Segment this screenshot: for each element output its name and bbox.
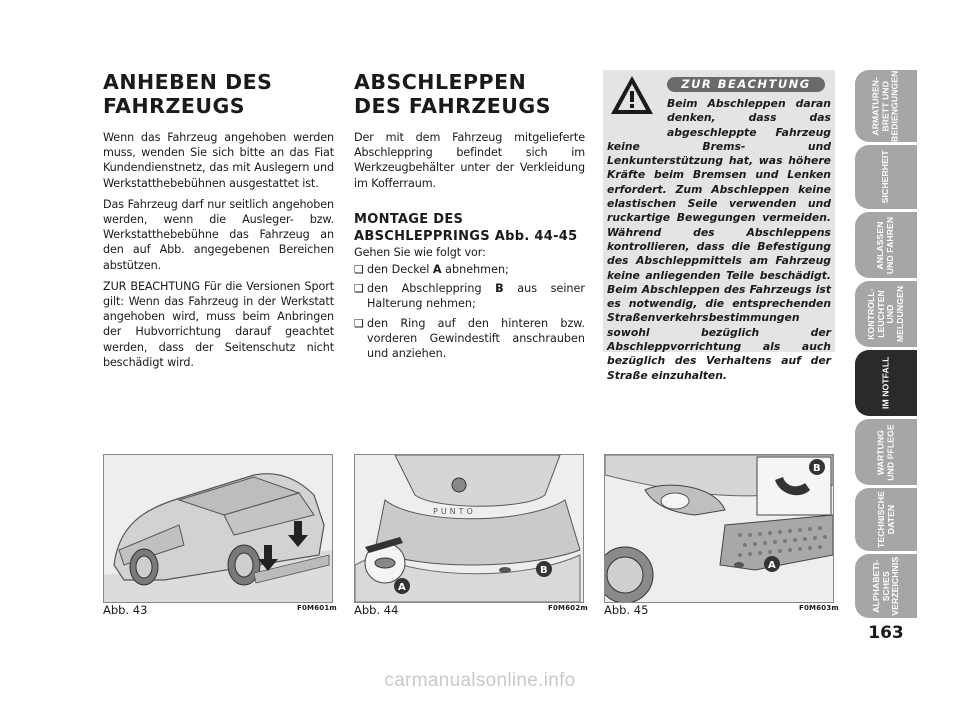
warning-label: ZUR BEACHTUNG xyxy=(667,77,825,92)
warning-box xyxy=(603,70,835,382)
towing-section xyxy=(354,70,585,365)
list-item-text: den Deckel xyxy=(367,263,433,277)
list-item-text: abnehmen; xyxy=(441,263,509,277)
list-item-text: den Ring auf den hinteren bzw. vorderen Gewindestift anschrauben und anziehen. xyxy=(367,316,585,361)
subtitle-line2: ABSCHLEPPRINGS Abb. 44-45 xyxy=(354,228,578,244)
tab-label: IM NOTFALL xyxy=(880,356,891,410)
tab-label: ALPHABETI- SCHES VERZEICHNIS xyxy=(870,556,900,616)
lifting-title-line2: FAHRZEUGS xyxy=(103,94,246,118)
checkbox-bullet-icon: ❑ xyxy=(354,263,364,277)
list-item xyxy=(354,262,585,277)
list-item-label: B xyxy=(495,282,504,296)
tab-label: WARTUNG UND PFLEGE xyxy=(875,423,895,481)
warning-text xyxy=(607,97,831,383)
tab-technische-daten[interactable] xyxy=(855,488,917,551)
figure-45-caption: Abb. 45 xyxy=(604,603,649,617)
lifting-paragraph-2: Das Fahrzeug darf nur seitlich angehoben werden, wenn die Ausleger- bzw. Werkstatthebebühne das Fahrzeug an den auf Abb. angegebenen Bereichen abstützen. xyxy=(103,197,334,272)
tab-anlassen[interactable] xyxy=(855,212,917,278)
figure-43-code: F0M601m xyxy=(297,604,337,612)
front-tow-hook-illustration xyxy=(605,455,833,602)
tab-label: ARMATUREN- BRETT UND BEDIENGUNGEN xyxy=(870,70,900,142)
figure-43-image xyxy=(103,454,333,603)
towing-ring-subtitle xyxy=(354,211,585,245)
tab-sicherheit[interactable] xyxy=(855,145,917,209)
checkbox-bullet-icon: ❑ xyxy=(354,316,364,330)
tab-label: TECHNISCHE DATEN xyxy=(875,491,895,548)
towing-intro: Gehen Sie wie folgt vor: xyxy=(354,245,486,259)
tab-label: SICHERHEIT xyxy=(880,150,891,204)
figure-45-image xyxy=(604,454,834,603)
car-badge: PUNTO xyxy=(433,507,476,516)
marker-b-label: B xyxy=(540,565,548,576)
towing-title-line2: DES FAHRZEUGS xyxy=(354,94,551,118)
lifting-title-line1: ANHEBEN DES xyxy=(103,70,273,94)
towing-title xyxy=(354,70,585,118)
figure-44-caption: Abb. 44 xyxy=(354,603,399,617)
lifting-section xyxy=(103,70,334,376)
list-item-text: aus seiner Halterung nehmen; xyxy=(367,282,586,311)
list-item xyxy=(354,316,585,362)
marker-a-label: A xyxy=(768,560,776,571)
tab-kontrollleuchten[interactable] xyxy=(855,281,917,347)
figure-45-code: F0M603m xyxy=(799,604,839,612)
figure-44-image xyxy=(354,454,584,603)
rear-tow-hook-illustration xyxy=(355,455,583,602)
tab-label: ANLASSEN UND FAHREN xyxy=(875,216,895,274)
figure-43-caption: Abb. 43 xyxy=(103,603,148,617)
lifting-paragraph-3: ZUR BEACHTUNG Für die Versionen Sport gilt: Wenn das Fahrzeug in der Werkstatt angehoben wird, muss beim Anbringen der Hubvorrichtung darauf geachtet werden, dass der Seitenschutz nicht beschädigt wird. xyxy=(103,279,334,369)
list-item-label: A xyxy=(432,263,442,277)
lifting-paragraph-1: Wenn das Fahrzeug angehoben werden muss, wenden Sie sich bitte an das Fiat Kundendienstnetz, das mit Auslegern und Werkstatthebebühnen ausgestattet ist. xyxy=(103,131,334,190)
lifting-title xyxy=(103,70,334,118)
tab-wartung[interactable] xyxy=(855,419,917,485)
warning-text-content: Beim Abschleppen daran denken, dass das abgeschleppte Fahrzeug keine Brems- und Lenkunterstützung hat, was höhere Kräfte beim Bremsen und Lenken erfordert. Zum Abschleppen keine elastischen Seile verwenden und ruckartige Bewegungen vermeiden. Während des Abschleppens kontrollieren, dass die Befestigung des Abschleppmittels am Fahrzeug keine anliegenden Teile beschädigt. Beim Abschleppen des Fahrzeugs ist es notwendig, die entsprechenden Straßenverkehrsbestimmungen sowohl bezüglich der Abschleppvorrichtung als auch bezüglich des Verhaltens auf der Straße einzuhalten. xyxy=(607,97,831,382)
tab-armaturenbrett[interactable] xyxy=(855,70,917,142)
marker-a-label: A xyxy=(398,582,406,593)
page-number: 163 xyxy=(868,623,904,643)
marker-b-label: B xyxy=(813,463,821,474)
figure-44-code: F0M602m xyxy=(548,604,588,612)
tab-verzeichnis[interactable] xyxy=(855,554,917,618)
car-lifting-illustration xyxy=(104,455,332,602)
list-item xyxy=(354,281,585,311)
towing-title-line1: ABSCHLEPPEN xyxy=(354,70,527,94)
tab-label: KONTROLL- LEUCHTEN UND MELDUNGEN xyxy=(866,285,905,343)
tab-im-notfall[interactable] xyxy=(855,350,917,416)
subtitle-line1: MONTAGE DES xyxy=(354,211,464,227)
list-item-text: den Abschleppring xyxy=(367,282,496,296)
checkbox-bullet-icon: ❑ xyxy=(354,282,364,296)
watermark: carmanualsonline.info xyxy=(384,670,576,691)
towing-paragraph-1: Der mit dem Fahrzeug mitgelieferte Abschleppring befindet sich im Werkzeugbehälter unter der Verkleidung im Kofferraum. xyxy=(354,131,585,190)
